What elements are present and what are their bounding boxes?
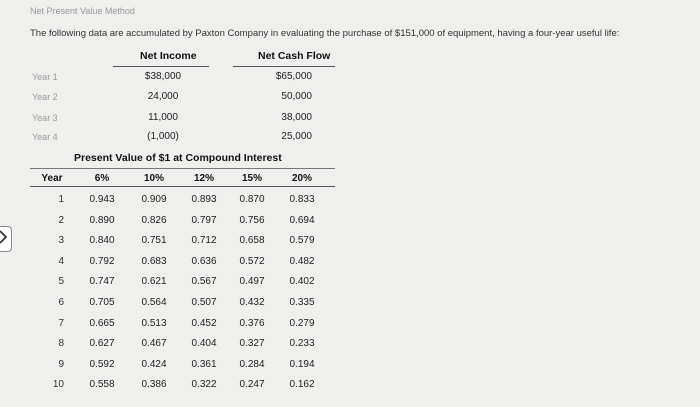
pv-factor-cell: 0.943 — [89, 194, 115, 205]
income-header-rule — [113, 66, 209, 67]
year-label: Year 3 — [32, 113, 58, 123]
pv-factor-cell: 0.712 — [191, 235, 217, 247]
pv-factor-cell: 0.890 — [89, 214, 115, 226]
net-income-header: Net Income — [140, 50, 197, 62]
intro-text: The following data are accumulated by Paxton Company in evaluating the purchase of $151,000 of equipment, having a four-year useful life: — [30, 28, 620, 39]
pv-factor-cell: 0.833 — [289, 194, 315, 205]
net-cash-flow-value: 25,000 — [281, 131, 312, 142]
pv-factor-cell: 0.572 — [239, 255, 265, 267]
pv-factor-cell: 0.327 — [239, 338, 265, 350]
rate-header: 15% — [241, 173, 262, 184]
pv-factor-cell: 0.322 — [191, 379, 217, 391]
net-cash-flow-value: 38,000 — [281, 112, 312, 123]
pv-factor-cell: 0.658 — [239, 235, 265, 247]
pv-year-cell: 3 — [58, 235, 64, 247]
pv-factor-cell: 0.893 — [191, 194, 217, 205]
pv-factor-cell: 0.792 — [89, 255, 115, 267]
pv-year-cell: 5 — [58, 276, 64, 288]
pv-year-cell: 9 — [58, 358, 64, 370]
pv-factor-cell: 0.751 — [141, 235, 167, 247]
pv-factor-cell: 0.665 — [89, 317, 115, 329]
net-cash-flow-header: Net Cash Flow — [258, 50, 331, 62]
net-cash-flow-value: 50,000 — [281, 91, 312, 102]
pv-factor-cell: 0.432 — [239, 297, 265, 308]
pv-year-cell: 1 — [58, 194, 64, 205]
pv-table-title: Present Value of $1 at Compound Interest — [74, 152, 282, 164]
cash-header-rule — [233, 66, 335, 67]
pv-factor-cell: 0.513 — [141, 317, 167, 329]
pv-year-cell: 8 — [58, 338, 64, 350]
rate-header: 12% — [193, 173, 214, 184]
pv-factor-cell: 0.497 — [239, 276, 265, 288]
pv-year-cell: 6 — [58, 297, 64, 308]
pv-factor-cell: 0.233 — [289, 338, 315, 350]
pv-factor-cell: 0.558 — [89, 379, 115, 391]
pv-factor-cell: 0.705 — [89, 297, 115, 308]
pv-factor-cell: 0.683 — [141, 255, 167, 267]
pv-factor-cell: 0.826 — [141, 214, 167, 226]
net-income-value: 24,000 — [147, 91, 179, 102]
pv-factor-cell: 0.797 — [191, 214, 217, 226]
pv-factor-cell: 0.507 — [191, 297, 217, 308]
net-income-value: 11,000 — [148, 112, 178, 123]
pv-year-cell: 7 — [58, 317, 64, 329]
pv-factor-cell: 0.361 — [191, 358, 217, 370]
page-title: Net Present Value Method — [30, 6, 135, 16]
pv-factor-cell: 0.404 — [191, 338, 217, 350]
pv-factor-cell: 0.279 — [289, 317, 315, 329]
pv-factor-cell: 0.840 — [89, 235, 115, 247]
pv-factor-cell: 0.756 — [239, 214, 265, 226]
pv-factor-cell: 0.747 — [89, 276, 115, 288]
pv-factor-cell: 0.284 — [239, 358, 265, 370]
pv-factor-cell: 0.564 — [141, 297, 167, 308]
pv-factor-cell: 0.694 — [289, 214, 315, 226]
pv-factor-cell: 0.567 — [191, 276, 217, 288]
pv-factor-cell: 0.162 — [289, 379, 315, 391]
pv-year-cell: 4 — [58, 255, 64, 267]
year-label: Year 1 — [32, 72, 58, 82]
pv-factor-cell: 0.579 — [289, 235, 315, 247]
pv-factor-cell: 0.247 — [239, 379, 265, 391]
next-arrow-button[interactable] — [0, 226, 12, 252]
net-cash-flow-value: $65,000 — [275, 71, 312, 82]
pv-factor-cell: 0.386 — [141, 379, 167, 391]
pv-factor-cell: 0.482 — [289, 255, 315, 267]
pv-factor-cell: 0.335 — [289, 297, 315, 308]
rate-header: 20% — [291, 173, 312, 184]
pv-factor-cell: 0.194 — [289, 358, 315, 370]
rate-header: 6% — [94, 173, 110, 184]
pv-factor-cell: 0.376 — [239, 317, 265, 329]
pv-factor-cell: 0.467 — [141, 338, 167, 350]
year-header: Year — [41, 173, 63, 184]
pv-factor-cell: 0.870 — [239, 194, 265, 205]
pv-factor-cell: 0.909 — [141, 194, 167, 205]
rate-header: 10% — [143, 173, 164, 184]
pv-factor-cell: 0.452 — [191, 317, 217, 329]
pv-factor-cell: 0.636 — [191, 255, 217, 267]
chevron-right-icon — [0, 230, 8, 249]
net-income-value: $38,000 — [144, 71, 182, 82]
pv-header-rule — [30, 186, 335, 187]
year-label: Year 4 — [32, 132, 58, 142]
pv-factor-cell: 0.424 — [141, 358, 167, 370]
pv-factor-cell: 0.402 — [289, 276, 315, 288]
year-label: Year 2 — [32, 92, 58, 102]
pv-top-rule — [30, 168, 335, 169]
pv-factor-cell: 0.627 — [89, 338, 115, 350]
pv-year-cell: 2 — [58, 214, 64, 226]
pv-factor-cell: 0.592 — [89, 358, 115, 370]
pv-year-cell: 10 — [52, 379, 64, 391]
pv-factor-cell: 0.621 — [141, 276, 167, 288]
net-income-value: (1,000) — [147, 131, 179, 142]
